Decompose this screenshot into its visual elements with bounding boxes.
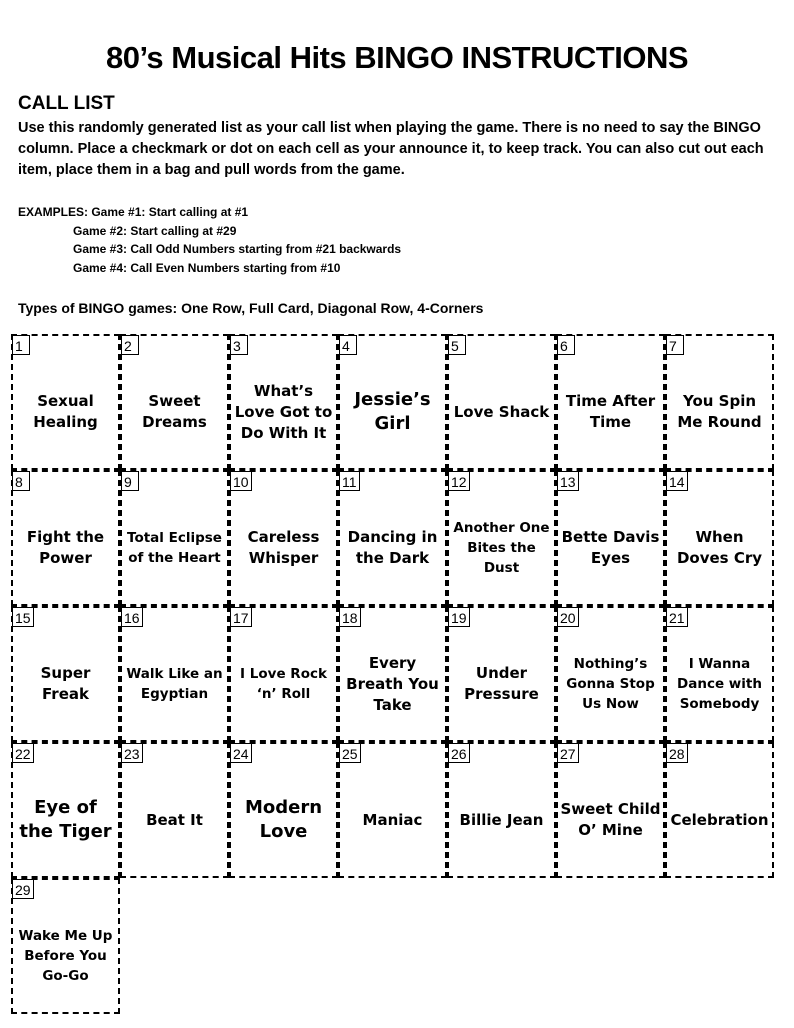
call-cell: [665, 334, 774, 470]
call-cell: [556, 470, 665, 606]
cell-song-title: Careless Whisper: [247, 528, 320, 567]
intro-paragraph: Use this randomly generated list as your call list when playing the game. There is no need to say the BINGO column. Place a checkmark or dot on each cell as your announce it, to keep track. You can also cut out each item, place them in a bag and pull words from the game.: [18, 120, 764, 178]
call-cell: [556, 334, 665, 470]
cell-number: 6: [557, 335, 575, 355]
call-cell: [556, 742, 665, 878]
cell-number: 20: [557, 607, 579, 627]
call-cell: [120, 742, 229, 878]
call-list-heading: CALL LIST: [18, 93, 115, 114]
cell-song-title: Wake Me Up Before You Go-Go: [18, 928, 113, 984]
cell-number: 16: [121, 607, 143, 627]
cell-song-title: Celebration: [670, 810, 769, 829]
call-cell: [11, 606, 120, 742]
cell-song-title: Love Shack: [453, 402, 550, 421]
call-cell: [447, 334, 556, 470]
cell-number: 1: [12, 335, 30, 355]
cell-song-title: Modern Love: [244, 797, 323, 842]
cell-number: 17: [230, 607, 252, 627]
call-list-grid: [11, 334, 774, 1015]
cell-song-title: Sexual Healing: [33, 392, 98, 431]
call-cell: [229, 470, 338, 606]
cell-song-title: Total Eclipse of the Heart: [127, 530, 222, 566]
call-cell: [665, 606, 774, 742]
cell-number: 13: [557, 471, 579, 491]
cell-number: 11: [339, 471, 360, 491]
cell-song-title: Nothing’s Gonna Stop Us Now: [566, 656, 655, 712]
example-line-2: Game #2: Start calling at #29: [73, 223, 237, 238]
call-cell: [11, 742, 120, 878]
cell-number: 25: [339, 743, 361, 763]
cell-number: 21: [666, 607, 688, 627]
call-cell: [338, 334, 447, 470]
cell-number: 24: [230, 743, 252, 763]
cell-song-title: Walk Like an Egyptian: [126, 666, 223, 702]
cell-song-title: What’s Love Got to Do With It: [234, 381, 333, 442]
cell-song-title: Time After Time: [565, 392, 656, 431]
call-cell: [229, 334, 338, 470]
call-cell: [11, 334, 120, 470]
call-cell: [447, 470, 556, 606]
cell-song-title: Eye of the Tiger: [19, 797, 112, 842]
examples-block: [18, 203, 401, 277]
cell-number: 2: [121, 335, 139, 355]
example-line-4: Game #4: Call Even Numbers starting from #10: [73, 260, 341, 275]
cell-song-title: Every Breath You Take: [346, 653, 439, 714]
cell-number: 22: [12, 743, 34, 763]
call-cell: [120, 470, 229, 606]
cell-number: 26: [448, 743, 470, 763]
call-cell: [338, 742, 447, 878]
cell-song-title: Bette Davis Eyes: [561, 528, 660, 567]
cell-number: 28: [666, 743, 688, 763]
cell-song-title: When Doves Cry: [676, 528, 763, 567]
bingo-types: Types of BINGO games: One Row, Full Card, Diagonal Row, 4-Corners: [18, 300, 484, 316]
call-cell: [665, 470, 774, 606]
cell-number: 15: [12, 607, 34, 627]
page-title: 80’s Musical Hits BINGO INSTRUCTIONS: [105, 40, 689, 75]
cell-song-title: Super Freak: [40, 664, 91, 703]
cell-song-title: Under Pressure: [464, 664, 539, 703]
cell-song-title: Fight the Power: [26, 528, 105, 567]
cell-song-title: Dancing in the Dark: [347, 528, 438, 567]
example-line-1: EXAMPLES: Game #1: Start calling at #1: [18, 205, 249, 219]
call-cell: [556, 606, 665, 742]
example-line-3: Game #3: Call Odd Numbers starting from #21 backwards: [73, 242, 402, 256]
call-cell: [447, 606, 556, 742]
call-cell: [229, 606, 338, 742]
cell-number: 12: [448, 471, 470, 491]
call-cell: [120, 334, 229, 470]
cell-song-title: Sweet Child O’ Mine: [560, 800, 661, 839]
cell-song-title: You Spin Me Round: [677, 392, 762, 431]
cell-number: 5: [448, 335, 466, 355]
cell-song-title: Another One Bites the Dust: [453, 520, 550, 576]
cell-song-title: Billie Jean: [459, 810, 544, 829]
call-cell: [338, 606, 447, 742]
call-cell: [120, 606, 229, 742]
cell-number: 3: [230, 335, 248, 355]
call-cell: [11, 878, 120, 1014]
cell-number: 23: [121, 743, 143, 763]
cell-number: 8: [12, 471, 30, 491]
cell-number: 27: [557, 743, 579, 763]
cell-number: 14: [666, 471, 688, 491]
call-cell: [338, 470, 447, 606]
cell-number: 19: [448, 607, 470, 627]
call-cell: [447, 742, 556, 878]
cell-song-title: Maniac: [362, 810, 423, 829]
cell-number: 10: [230, 471, 252, 491]
call-cell: [11, 470, 120, 606]
call-cell: [229, 742, 338, 878]
cell-number: 29: [12, 879, 34, 899]
cell-song-title: Jessie’s Girl: [354, 389, 431, 434]
cell-song-title: I Love Rock ‘n’ Roll: [240, 666, 327, 702]
cell-number: 7: [666, 335, 684, 355]
cell-song-title: Beat It: [146, 810, 203, 829]
cell-number: 9: [121, 471, 139, 491]
cell-song-title: I Wanna Dance with Somebody: [677, 656, 762, 712]
cell-number: 4: [339, 335, 357, 355]
cell-song-title: Sweet Dreams: [142, 392, 207, 431]
call-cell: [665, 742, 774, 878]
cell-number: 18: [339, 607, 361, 627]
